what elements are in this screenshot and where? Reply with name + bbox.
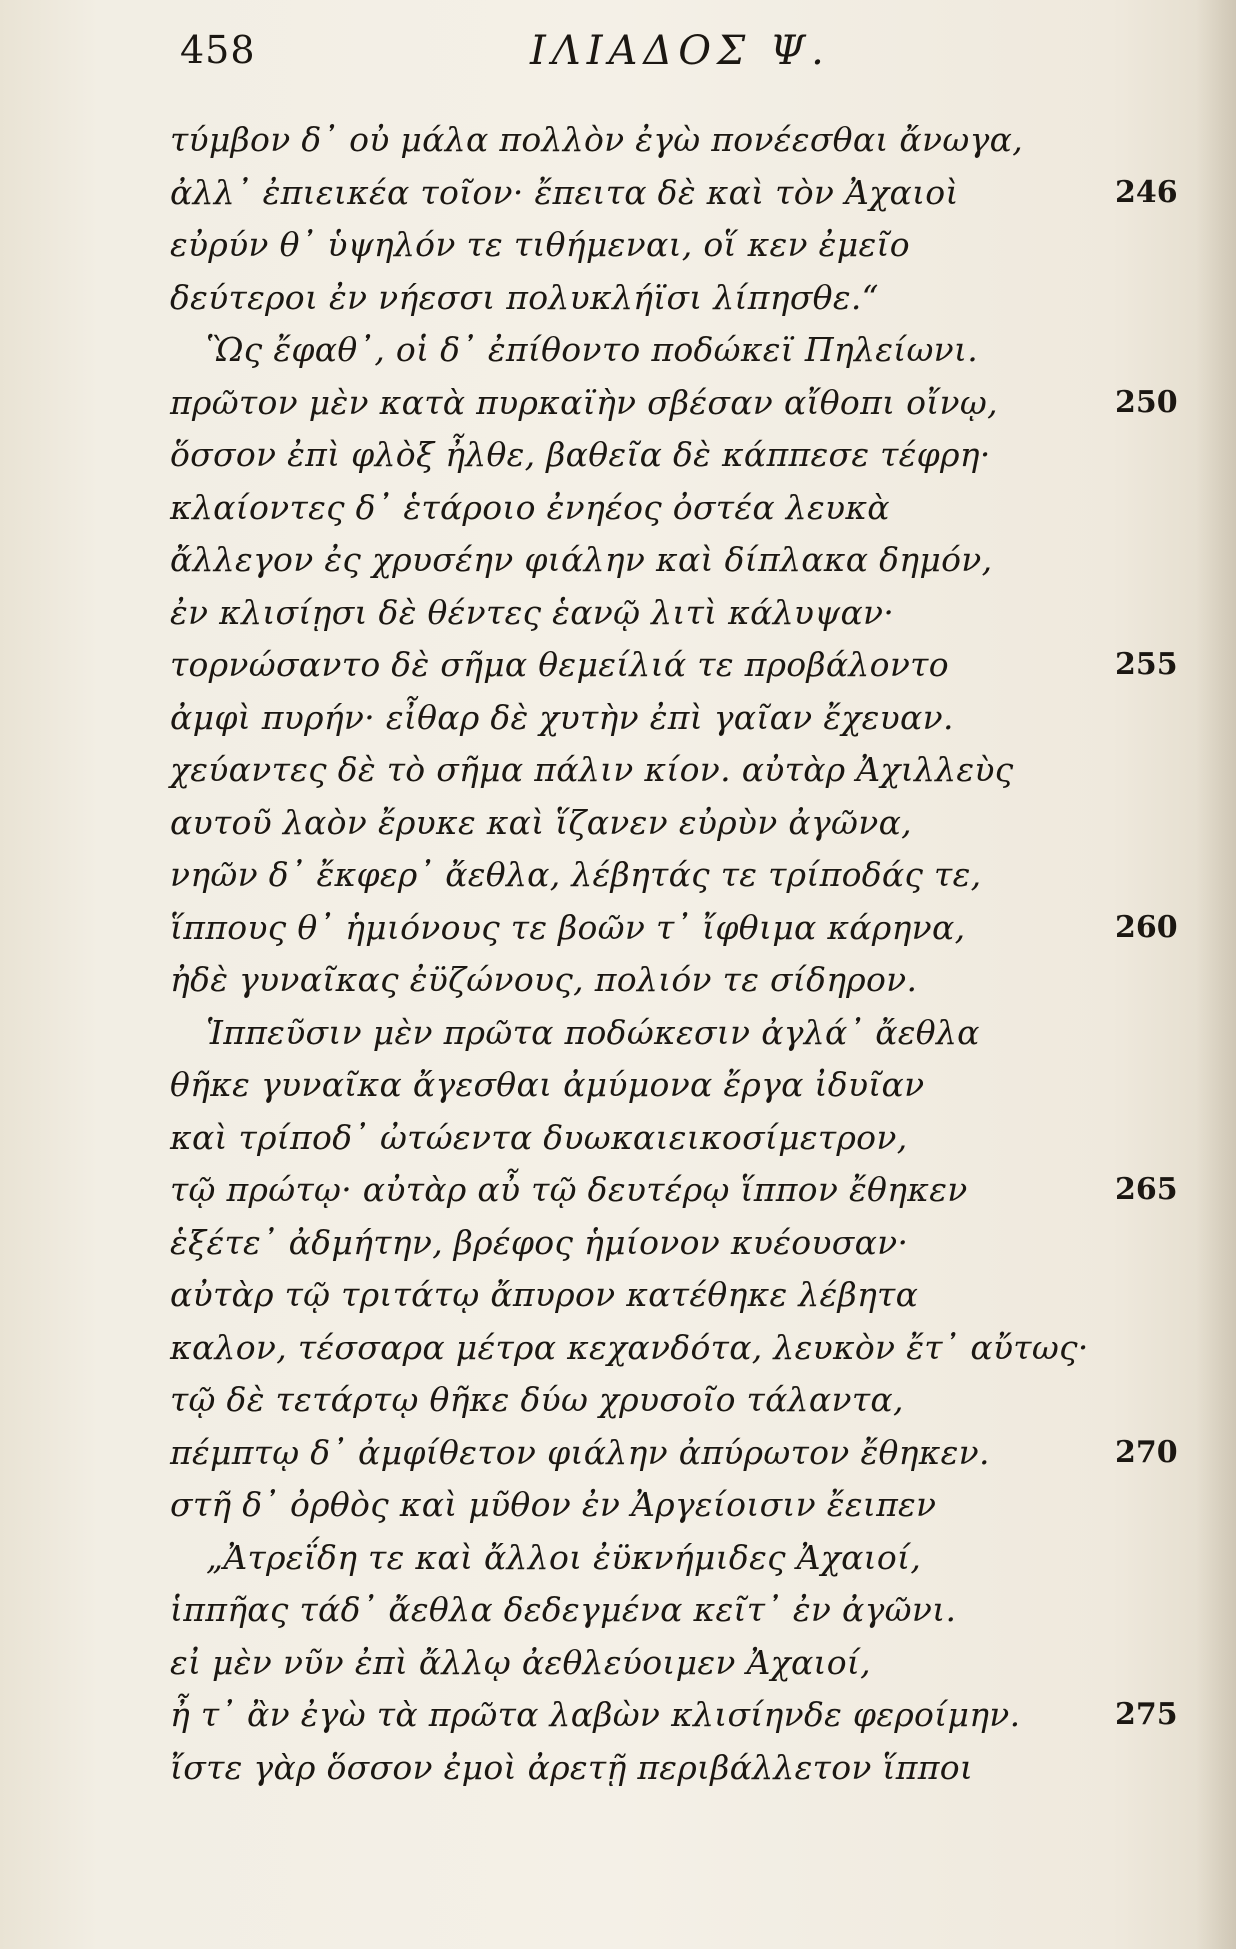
verse-text: ἐν κλισίῃσι δὲ θέντες ἑανῷ λιτὶ κάλυψαν· [170, 592, 895, 632]
verse-line [170, 1164, 1180, 1217]
verse-text: καλον, τέσσαρα μέτρα κεχανδότα, λευκὸν ἔτ᾽ αὔτως· [170, 1327, 1089, 1367]
verse-line [170, 1532, 1180, 1585]
verse-line [170, 1007, 1180, 1060]
page-header [180, 28, 1080, 88]
verse-text: στῆ δ᾽ ὀρθὸς καὶ μῦθον ἐν Ἀργείοισιν ἔειπεν [170, 1485, 937, 1524]
verse-text: ἴστε γὰρ ὅσσον ἐμοὶ ἀρετῇ περιβάλλετον ἵπποι [170, 1747, 974, 1787]
verse-line [170, 1374, 1180, 1427]
verse-block [170, 114, 1180, 1794]
verse-text: ἵππους θ᾽ ἡμιόνους τε βοῶν τ᾽ ἴφθιμα κάρηνα, [170, 907, 966, 947]
verse-line [170, 1112, 1180, 1165]
line-number: 246 [1115, 174, 1178, 210]
verse-text: τῷ δὲ τετάρτῳ θῆκε δύω χρυσοῖο τάλαντα, [170, 1380, 904, 1419]
verse-text: χεύαντες δὲ τὸ σῆμα πάλιν κίον. αὐτὰρ Ἀχιλλεὺς [170, 750, 1014, 789]
verse-text: ἦ τ᾽ ἂν ἐγὼ τὰ πρῶτα λαβὼν κλισίηνδε φεροίμην. [170, 1695, 1021, 1734]
verse-text: ἀλλ᾽ ἐπιεικέα τοῖον· ἔπειτα δὲ καὶ τὸν Ἀχαιοὶ [170, 172, 959, 212]
page-edge-shadow [1196, 0, 1236, 1949]
verse-text: πρῶτον μὲν κατὰ πυρκαϊὴν σβέσαν αἴθοπι οἴνῳ, [170, 382, 998, 422]
verse-line [170, 1427, 1180, 1480]
verse-line [170, 1479, 1180, 1532]
line-number: 260 [1115, 909, 1178, 945]
verse-text: ἄλλεγον ἐς χρυσέην φιάλην καὶ δίπλακα δημόν, [170, 540, 993, 579]
verse-text: αυτοῦ λαὸν ἔρυκε καὶ ἵζανεν εὐρὺν ἀγῶνα, [170, 802, 912, 842]
verse-line [170, 954, 1180, 1007]
verse-line [170, 1742, 1180, 1795]
line-number: 250 [1115, 384, 1178, 420]
verse-line [170, 587, 1180, 640]
verse-text: Ὣς ἔφαθ᾽, οἱ δ᾽ ἐπίθοντο ποδώκεϊ Πηλείωνι. [206, 330, 979, 369]
verse-line [170, 744, 1180, 797]
verse-line [170, 482, 1180, 535]
verse-line [170, 1217, 1180, 1270]
verse-text: θῆκε γυναῖκα ἄγεσθαι ἀμύμονα ἔργα ἰδυῖαν [170, 1065, 925, 1104]
verse-text: εὐρύν θ᾽ ὑψηλόν τε τιθήμεναι, οἵ κεν ἐμεῖο [170, 225, 910, 264]
verse-text: Ἱππεῦσιν μὲν πρῶτα ποδώκεσιν ἀγλά᾽ ἄεθλα [206, 1012, 980, 1052]
verse-line [170, 534, 1180, 587]
verse-line [170, 1269, 1180, 1322]
verse-line [170, 692, 1180, 745]
verse-text: κλαίοντες δ᾽ ἑτάροιο ἐνηέος ὀστέα λευκὰ [170, 487, 890, 527]
verse-text: νηῶν δ᾽ ἔκφερ᾽ ἄεθλα, λέβητάς τε τρίποδάς τε, [170, 855, 982, 894]
verse-line [170, 377, 1180, 430]
page-number: 458 [180, 28, 256, 72]
verse-text: τορνώσαντο δὲ σῆμα θεμείλιά τε προβάλοντο [170, 645, 949, 684]
verse-line [170, 1689, 1180, 1742]
verse-line [170, 1059, 1180, 1112]
verse-line [170, 429, 1180, 482]
verse-line [170, 849, 1180, 902]
verse-line [170, 114, 1180, 167]
line-number: 255 [1115, 647, 1178, 682]
verse-line [170, 797, 1180, 850]
running-title: ΙΛΙΑΔΟΣ Ψ. [530, 28, 830, 74]
verse-text: δεύτεροι ἐν νήεσσι πολυκλήϊσι λίπησθε.“ [170, 277, 879, 317]
verse-line [170, 902, 1180, 955]
verse-text: ἀμφὶ πυρήν· εἶθαρ δὲ χυτὴν ἐπὶ γαῖαν ἔχευαν. [170, 697, 954, 737]
verse-line [170, 1322, 1180, 1375]
verse-line [170, 167, 1180, 220]
verse-text: τύμβον δ᾽ οὐ μάλα πολλὸν ἐγὼ πονέεσθαι ἄνωγα, [170, 120, 1023, 159]
verse-line [170, 324, 1180, 377]
line-number: 265 [1115, 1172, 1178, 1207]
line-number: 270 [1115, 1434, 1178, 1470]
verse-text: τῷ πρώτῳ· αὐτὰρ αὖ τῷ δευτέρῳ ἵππον ἔθηκεν [170, 1170, 968, 1209]
verse-text: ὅσσον ἐπὶ φλὸξ ἦλθε, βαθεῖα δὲ κάππεσε τέφρη· [170, 435, 991, 474]
verse-line [170, 1584, 1180, 1637]
verse-text: „Ἀτρεΐδη τε καὶ ἄλλοι ἐϋκνήμιδες Ἀχαιοί, [206, 1537, 922, 1577]
verse-text: ἠδὲ γυναῖκας ἐϋζώνους, πολιόν τε σίδηρον. [170, 960, 918, 999]
verse-text: ἱππῆας τάδ᾽ ἄεθλα δεδεγμένα κεῖτ᾽ ἐν ἀγῶνι. [170, 1590, 957, 1629]
verse-line [170, 219, 1180, 272]
verse-text: καὶ τρίποδ᾽ ὠτώεντα δυωκαιεικοσίμετρον, [170, 1117, 908, 1157]
verse-text: εἰ μὲν νῦν ἐπὶ ἄλλῳ ἀεθλεύοιμεν Ἀχαιοί, [170, 1642, 871, 1682]
verse-text: ἑξέτε᾽ ἀδμήτην, βρέφος ἡμίονον κυέουσαν· [170, 1222, 909, 1262]
line-number: 275 [1115, 1697, 1178, 1732]
verse-line [170, 1637, 1180, 1690]
verse-line [170, 272, 1180, 325]
verse-line [170, 639, 1180, 692]
verse-text: αὐτὰρ τῷ τριτάτῳ ἄπυρον κατέθηκε λέβητα [170, 1275, 919, 1314]
verse-text: πέμπτῳ δ᾽ ἀμφίθετον φιάλην ἀπύρωτον ἔθηκεν. [170, 1432, 990, 1472]
